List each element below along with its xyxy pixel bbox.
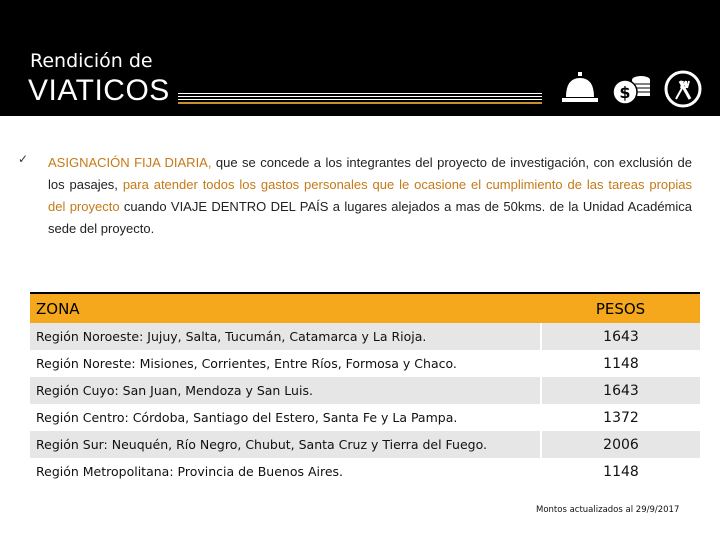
zone-cell: Región Centro: Córdoba, Santiago del Estero, Santa Fe y La Pampa.	[30, 404, 541, 431]
table-row	[30, 377, 700, 404]
title-rule	[178, 96, 542, 97]
title-rule-accent	[178, 102, 542, 104]
header-banner	[0, 0, 720, 116]
pesos-cell: 2006	[541, 431, 700, 458]
cutlery-icon	[664, 70, 702, 108]
pesos-cell: 1372	[541, 404, 700, 431]
zone-cell: Región Noroeste: Jujuy, Salta, Tucumán, Catamarca y La Rioja.	[30, 323, 541, 350]
zone-cell: Región Noreste: Misiones, Corrientes, Entre Ríos, Formosa y Chaco.	[30, 350, 541, 377]
title-rule	[178, 99, 542, 100]
pesos-cell: 1643	[541, 377, 700, 404]
title-rule	[178, 93, 542, 94]
table-header-row	[30, 293, 700, 323]
bullet-text: cuando VIAJE DENTRO DEL PAÍS a lugares alejados a mas de 50kms. de la Unidad Académica sede del proyecto.	[48, 199, 692, 236]
zones-table	[30, 292, 700, 485]
zone-cell: Región Sur: Neuquén, Río Negro, Chubut, Santa Cruz y Tierra del Fuego.	[30, 431, 541, 458]
column-header-pesos: PESOS	[541, 293, 700, 323]
header-subtitle: Rendición de	[30, 50, 153, 72]
table-row	[30, 458, 700, 485]
zone-cell: Región Metropolitana: Provincia de Buenos Aires.	[30, 458, 541, 485]
service-bell-icon	[560, 70, 600, 106]
bullet-highlight: para atender todos los gastos personales que le ocasione el cumplimiento de las tareas propias del proyecto	[48, 177, 693, 214]
table-row	[30, 404, 700, 431]
bullet-paragraph	[48, 152, 692, 240]
pesos-cell: 1148	[541, 350, 700, 377]
zone-cell: Región Cuyo: San Juan, Mendoza y San Luis.	[30, 377, 541, 404]
bullet-text: que se concede a los integrantes del proyecto de investigación, con exclusión de los pasajes,	[48, 155, 692, 192]
column-header-zone: ZONA	[30, 293, 541, 323]
header-title: VIATICOS	[28, 74, 170, 107]
pesos-cell: 1148	[541, 458, 700, 485]
table-row	[30, 431, 700, 458]
bullet-term: ASIGNACIÓN FIJA DIARIA,	[48, 155, 212, 170]
coins-icon	[612, 72, 652, 106]
pesos-cell: 1643	[541, 323, 700, 350]
svg-text:$: $	[619, 83, 631, 102]
checkmark-icon: ✓	[18, 152, 29, 166]
update-footnote: Montos actualizados al 29/9/2017	[536, 505, 680, 515]
table-row	[30, 350, 700, 377]
table-row	[30, 323, 700, 350]
